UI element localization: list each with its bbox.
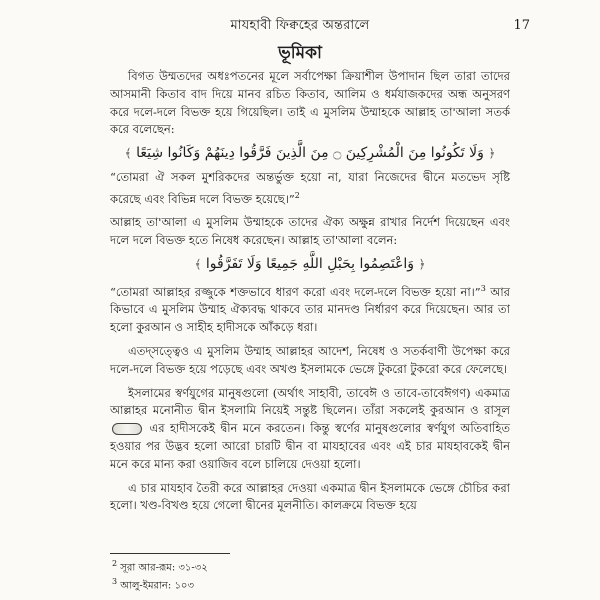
section-title: ভূমিকা: [278, 43, 322, 63]
footnote-ref[interactable]: 3: [480, 283, 486, 293]
ornamental-bracket-icon: ﴾: [124, 146, 132, 161]
paragraph-2: [110, 169, 510, 208]
paragraph-3: আল্লাহ তা'আলা এ মুসলিম উম্মাহকে তাদের ঐক্য অক্ষুন্ন রাখার নির্দেশ দিয়েছেন এবং দলে দলে বিভক্ত হতে নিষেধ করেছেন। আল্লাহ তা'আলা বলেন:: [110, 215, 510, 248]
translation-text: “তোমরা ঐ সকল মুশরিকদের অন্তর্ভুক্ত হয়ো না, যারা নিজেদের দ্বীনে মতভেদ সৃষ্টি করেছে এবং বিভিন্ন দলে বিভক্ত হয়েছে।”: [110, 169, 510, 206]
body-text: [110, 68, 510, 521]
footnote-divider: [110, 553, 230, 554]
footnotes: [112, 557, 412, 594]
paragraph-1: বিগত উম্মতদের অধঃপতনের মূলে সর্বাপেক্ষা ক্রিয়াশীল উপাদান ছিল তারা তাদের আসমানী কিতাব বাদ দিয়ে মানব রচিত কিতাব, আলিম ও ধর্মযাজকদের অন্ধ অনুসরণ করে দলে-দলে বিভক্ত হয়ে গিয়েছিল। তাই এ মুসলিম উম্মাহকে আল্লাহ তা'আলা সতর্ক করে বলেছেন:: [110, 69, 510, 137]
paragraph-text: এর হাদীসকেই দ্বীন মনে করতেন। কিন্তু স্বর্ণের মানুষগুলোর স্বর্ণযুগ অতিবাহিত হওয়ার পর উদ্ভব হলো আরো চারটি দ্বীন বা মাযহাবের এবং এই চার মাযহাবকেই দ্বীন মনে করে মান্য করা ওয়াজিব বলে চালিয়ে দেওয়া হলো।: [110, 421, 510, 471]
verse-text: وَلَا تَكُونُوا مِنَ الْمُشْرِكِينَ ۝ مِنَ الَّذِينَ فَرَّقُوا دِينَهُمْ وَكَانُوا شِيَعًا: [136, 145, 484, 162]
quran-verse-1: [110, 145, 510, 163]
translation-text: “তোমরা আল্লাহর রজ্জুকে শক্তভাবে ধারণ করো এবং দলে-দলে বিভক্ত হয়ো না।”: [110, 284, 481, 299]
footnote-item: $^2$ সূরা আর-রূম: ৩১-৩২: [112, 559, 208, 574]
paragraph-5: এতদ্সত্ত্বেও এ মুসলিম উম্মাহ আল্লাহর আদেশ, নিষেধ ও সতর্কবাণী উপেক্ষা করে দলে-দলে বিভক্ত হয়ে পড়েছে এবং অখণ্ড ইসলামকে ভেঙ্গে টুকরো টুকরো করে ফেলেছে।: [110, 344, 510, 376]
paragraph-6: [110, 385, 510, 474]
verse-text: وَاعْتَصِمُوا بِحَبْلِ اللَّهِ جَمِيعًا وَلَا تَفَرَّقُوا: [205, 256, 415, 272]
ornamental-bracket-icon: ﴾: [194, 257, 202, 271]
footnote-item: $^3$ আলু-ইমরান: ১০৩: [112, 577, 194, 592]
footnote-ref[interactable]: 2: [294, 190, 300, 200]
sallallahu-alayhi-wasallam-icon: [112, 423, 142, 435]
page-number: 17: [513, 18, 530, 33]
running-title: মাযহাবী ফিক্বহের অন্তরালে: [230, 18, 370, 33]
ornamental-bracket-icon: ﴿: [488, 146, 496, 161]
continuation-text: আর কিভাবে এ মুসলিম উম্মাহ ঐক্যবদ্ধ থাকবে তার মানদণ্ড নির্ধারণ করে দিয়েছেন। আর তা হলো কুরআন ও সাহীহ হাদীসকে আঁকড়ে ধরা।: [110, 284, 510, 335]
paragraph-4: [110, 280, 510, 337]
paragraph-7: এ চার মাযহাব তৈরী করে আল্লাহর দেওয়া একমাত্র দ্বীন ইসলামকে ভেঙ্গে চৌচির করা হলো। খণ্ড-বিখণ্ড হয়ে গেলো দ্বীনের মূলনীতি। কালক্রমে বিভক্ত হয়ে: [110, 480, 510, 513]
paragraph-text: ইসলামের স্বর্ণযুগের মানুষগুলো (অর্থাৎ সাহাবী, তাবেঈ ও তাবে-তাবেঈগণ) একমাত্র আল্লাহর মনোনীত দ্বীন ইসলামি নিয়েই সন্তুষ্ট ছিলেন। তাঁরা সকলেই কুরআন ও রাসূল: [110, 385, 510, 418]
quran-verse-2: [110, 256, 510, 274]
ornamental-bracket-icon: ﴿: [418, 257, 426, 271]
